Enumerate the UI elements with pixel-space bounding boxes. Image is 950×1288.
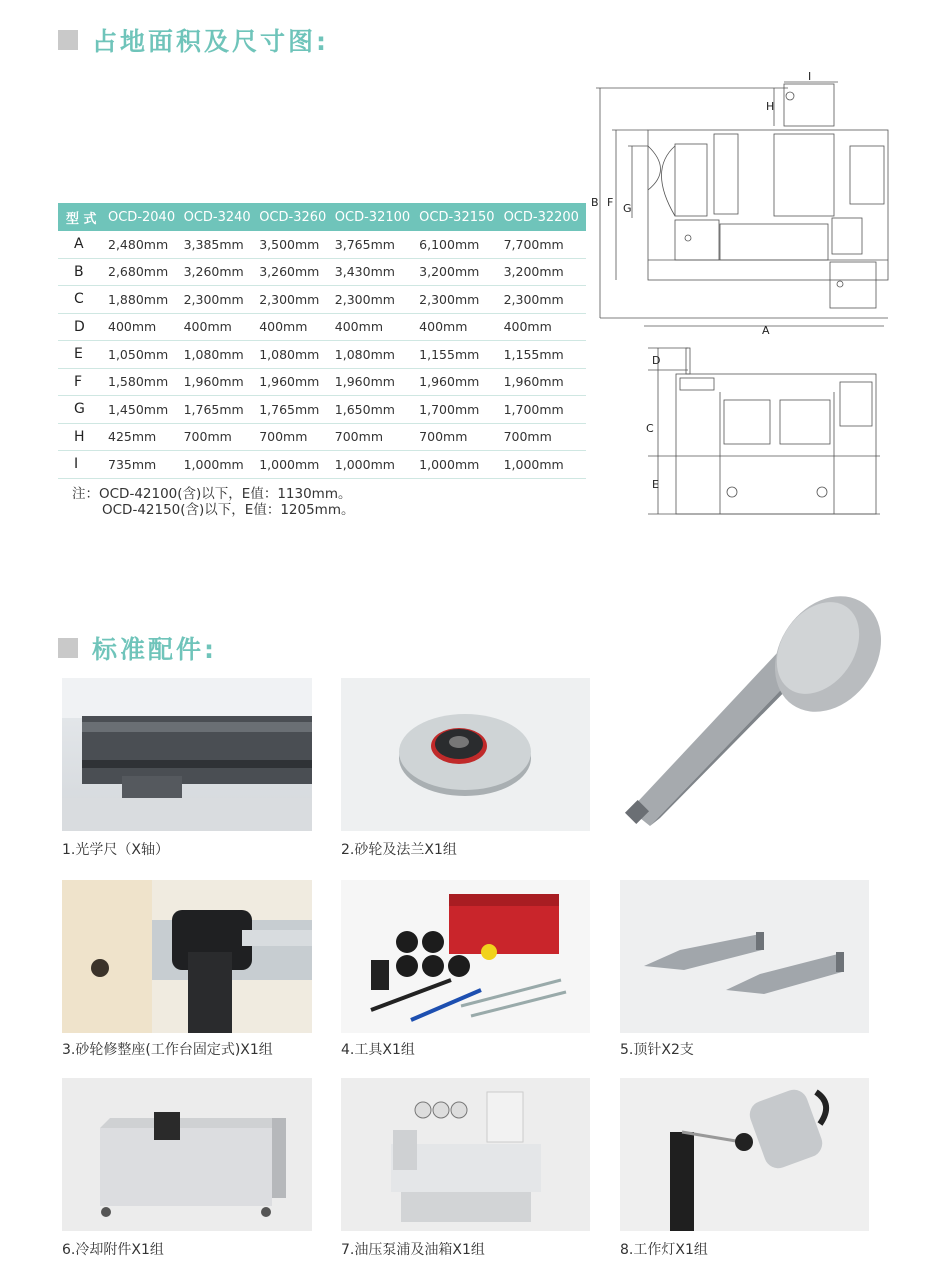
table-cell: 3,260mm [182, 258, 258, 286]
table-row [58, 313, 586, 341]
table-cell: 400mm [502, 313, 586, 341]
coolant-unit-photo [62, 1078, 312, 1231]
table-cell: 1,650mm [333, 396, 417, 424]
table-header-row [58, 203, 586, 231]
title-square-icon [58, 30, 78, 50]
table-cell: 1,000mm [182, 451, 258, 479]
table-cell: 3,385mm [182, 231, 258, 258]
table-cell: 2,480mm [106, 231, 182, 258]
table-cell: 2,300mm [182, 286, 258, 314]
section-title-accessories [58, 630, 217, 666]
table-cell: 2,300mm [257, 286, 333, 314]
table-cell: 1,155mm [417, 341, 501, 369]
top-view-drawing [588, 70, 900, 338]
table-cell: 1,700mm [502, 396, 586, 424]
dim-label-e: E [652, 478, 659, 491]
table-row [58, 368, 586, 396]
section-title-text: 占地面积及尺寸图: [92, 27, 329, 56]
section-title-text: 标准配件: [92, 635, 217, 664]
section-title-footprint [58, 22, 329, 58]
centers-photo [620, 880, 869, 1033]
row-key: F [58, 368, 106, 396]
accessory-caption: 5.顶针X2支 [620, 1042, 694, 1058]
table-cell: 400mm [182, 313, 258, 341]
table-cell: 400mm [106, 313, 182, 341]
table-cell: 1,960mm [333, 368, 417, 396]
table-cell: 3,260mm [257, 258, 333, 286]
type-header: 型 式 [58, 203, 106, 231]
row-key: C [58, 286, 106, 314]
row-key: H [58, 423, 106, 451]
row-key: E [58, 341, 106, 369]
table-row [58, 231, 586, 258]
table-cell: 700mm [502, 423, 586, 451]
model-header: OCD-3260 [257, 203, 333, 231]
table-row [58, 451, 586, 479]
row-key: G [58, 396, 106, 424]
model-header: OCD-32200 [502, 203, 586, 231]
table-cell: 735mm [106, 451, 182, 479]
work-lamp-icon [620, 1078, 869, 1231]
grinding-wheel-icon [341, 678, 590, 831]
dim-label-b: B [591, 196, 599, 209]
table-cell: 1,080mm [257, 341, 333, 369]
tools-icon [341, 880, 590, 1033]
table-cell: 400mm [417, 313, 501, 341]
table-row [58, 286, 586, 314]
optical-scale-icon [62, 678, 312, 831]
table-cell: 1,960mm [417, 368, 501, 396]
table-cell: 1,000mm [257, 451, 333, 479]
row-key: A [58, 231, 106, 258]
accessory-caption: 8.工作灯X1组 [620, 1242, 708, 1258]
table-cell: 2,680mm [106, 258, 182, 286]
accessory-caption: 4.工具X1组 [341, 1042, 415, 1058]
table-cell: 3,200mm [502, 258, 586, 286]
accessory-caption: 7.油压泵浦及油箱X1组 [341, 1242, 485, 1258]
table-row [58, 258, 586, 286]
model-header: OCD-3240 [182, 203, 258, 231]
table-cell: 3,200mm [417, 258, 501, 286]
table-cell: 700mm [257, 423, 333, 451]
table-cell: 3,500mm [257, 231, 333, 258]
table-cell: 2,300mm [417, 286, 501, 314]
row-key: B [58, 258, 106, 286]
note-line: 注：OCD-42100(含)以下，E值：1130mm。 [72, 486, 352, 502]
table-cell: 1,960mm [257, 368, 333, 396]
table-cell: 3,430mm [333, 258, 417, 286]
tools-photo [341, 880, 590, 1033]
table-cell: 1,765mm [257, 396, 333, 424]
side-view-drawing [640, 342, 890, 520]
title-square-icon [58, 638, 78, 658]
work-lamp-photo [620, 1078, 869, 1231]
table-cell: 1,155mm [502, 341, 586, 369]
accessory-caption: 1.光学尺（X轴） [62, 842, 169, 858]
note-line: OCD-42150(含)以下，E值：1205mm。 [102, 502, 355, 518]
table-cell: 1,700mm [417, 396, 501, 424]
table-cell: 3,765mm [333, 231, 417, 258]
centers-icon [620, 880, 869, 1033]
dim-label-h: H [766, 100, 775, 113]
table-cell: 1,080mm [182, 341, 258, 369]
table-cell: 425mm [106, 423, 182, 451]
accessory-caption: 2.砂轮及法兰X1组 [341, 842, 457, 858]
table-cell: 1,580mm [106, 368, 182, 396]
table-cell: 700mm [417, 423, 501, 451]
table-row [58, 396, 586, 424]
dim-label-f: F [607, 196, 614, 209]
table-cell: 400mm [257, 313, 333, 341]
table-cell: 1,960mm [182, 368, 258, 396]
spindle-shaft-photo [620, 590, 890, 840]
table-note [72, 486, 355, 518]
model-header: OCD-32100 [333, 203, 417, 231]
dim-label-i: I [808, 70, 812, 83]
row-key: I [58, 451, 106, 479]
optical-scale-photo [62, 678, 312, 831]
model-header: OCD-2040 [106, 203, 182, 231]
coolant-unit-icon [62, 1078, 312, 1231]
hydraulic-unit-icon [341, 1078, 590, 1231]
table-cell: 700mm [182, 423, 258, 451]
table-cell: 400mm [333, 313, 417, 341]
table-cell: 1,880mm [106, 286, 182, 314]
spindle-shaft-icon [620, 590, 890, 840]
table-cell: 2,300mm [502, 286, 586, 314]
wheel-dresser-icon [62, 880, 312, 1033]
grinding-wheel-photo [341, 678, 590, 831]
table-cell: 7,700mm [502, 231, 586, 258]
table-cell: 2,300mm [333, 286, 417, 314]
dim-label-g: G [623, 202, 632, 215]
table-cell: 6,100mm [417, 231, 501, 258]
table-cell: 700mm [333, 423, 417, 451]
wheel-dresser-photo [62, 880, 312, 1033]
model-header: OCD-32150 [417, 203, 501, 231]
table-cell: 1,450mm [106, 396, 182, 424]
table-cell: 1,765mm [182, 396, 258, 424]
dimension-table [58, 203, 586, 479]
dim-label-d: D [652, 354, 661, 367]
accessory-caption: 6.冷却附件X1组 [62, 1242, 164, 1258]
table-row [58, 341, 586, 369]
table-cell: 1,000mm [333, 451, 417, 479]
dim-label-c: C [646, 422, 654, 435]
table-cell: 1,080mm [333, 341, 417, 369]
table-cell: 1,000mm [502, 451, 586, 479]
table-row [58, 423, 586, 451]
table-cell: 1,960mm [502, 368, 586, 396]
row-key: D [58, 313, 106, 341]
hydraulic-unit-photo [341, 1078, 590, 1231]
accessory-caption: 3.砂轮修整座(工作台固定式)X1组 [62, 1042, 273, 1058]
table-cell: 1,000mm [417, 451, 501, 479]
dim-label-a: A [762, 324, 770, 337]
table-cell: 1,050mm [106, 341, 182, 369]
